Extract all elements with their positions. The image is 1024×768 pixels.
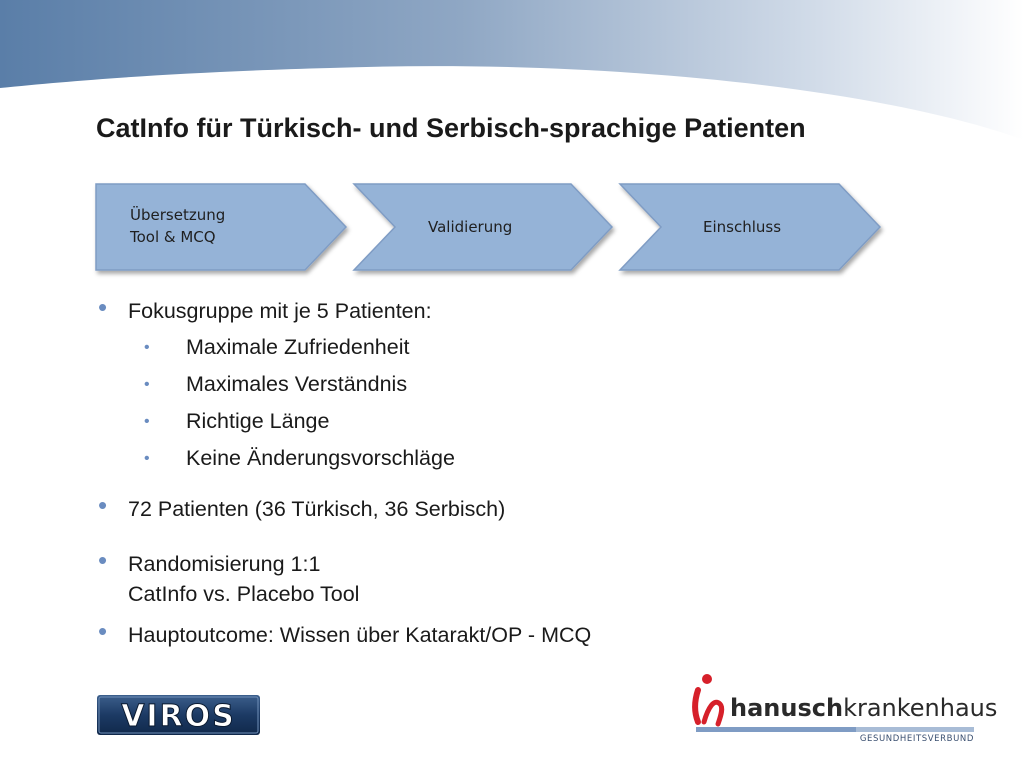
sub-bullet-dot-icon: • — [144, 413, 150, 430]
sub-bullet-dot-icon: • — [144, 339, 150, 356]
sub-bullet: • Maximale Zufriedenheit — [96, 329, 796, 366]
bullet-patients: • 72 Patienten (36 Türkisch, 36 Serbisch) — [98, 490, 506, 521]
hanusch-light-text: krankenhaus — [843, 694, 998, 722]
slide-title: CatInfo für Türkisch- und Serbisch-sprachige Patienten — [96, 113, 806, 143]
hanusch-bold-text: hanusch — [730, 694, 844, 722]
sub-bullet: • Keine Änderungsvorschläge — [96, 440, 796, 477]
hanusch-krankenhaus-logo — [690, 668, 998, 744]
viros-logo — [97, 695, 260, 735]
hanusch-figure-icon — [695, 674, 722, 724]
bullet-dot-icon: • — [98, 616, 108, 646]
process-flow — [90, 178, 890, 278]
step-validation-label: Validierung — [428, 218, 513, 236]
step-translation-label: Übersetzung Tool & MCQ — [130, 206, 226, 246]
viros-logo-text: VIROS — [121, 699, 236, 734]
hanusch-sub-text: GESUNDHEITSVERBUND — [859, 734, 974, 744]
sub-bullet-dot-icon: • — [144, 450, 150, 467]
step-inclusion-label: Einschluss — [703, 218, 782, 236]
bullet-dot-icon: • — [98, 490, 108, 520]
bullet-list — [96, 292, 796, 650]
svg-text:hanuschkrankenhaus — [730, 694, 997, 722]
bullet-main-outcome: • Hauptoutcome: Wissen über Katarakt/OP - MCQ — [98, 616, 592, 647]
sub-bullet: • Richtige Länge — [96, 403, 796, 440]
bullet-focus-group: • Fokusgruppe mit je 5 Patienten: — [98, 292, 432, 323]
sub-bullet: • Maximales Verständnis — [96, 366, 796, 403]
bullet-dot-icon: • — [98, 545, 108, 575]
sub-bullet-dot-icon: • — [144, 376, 150, 393]
bullet-randomization: • Randomisierung 1:1 CatInfo vs. Placebo Tool — [98, 545, 360, 606]
bullet-dot-icon: • — [98, 292, 108, 322]
